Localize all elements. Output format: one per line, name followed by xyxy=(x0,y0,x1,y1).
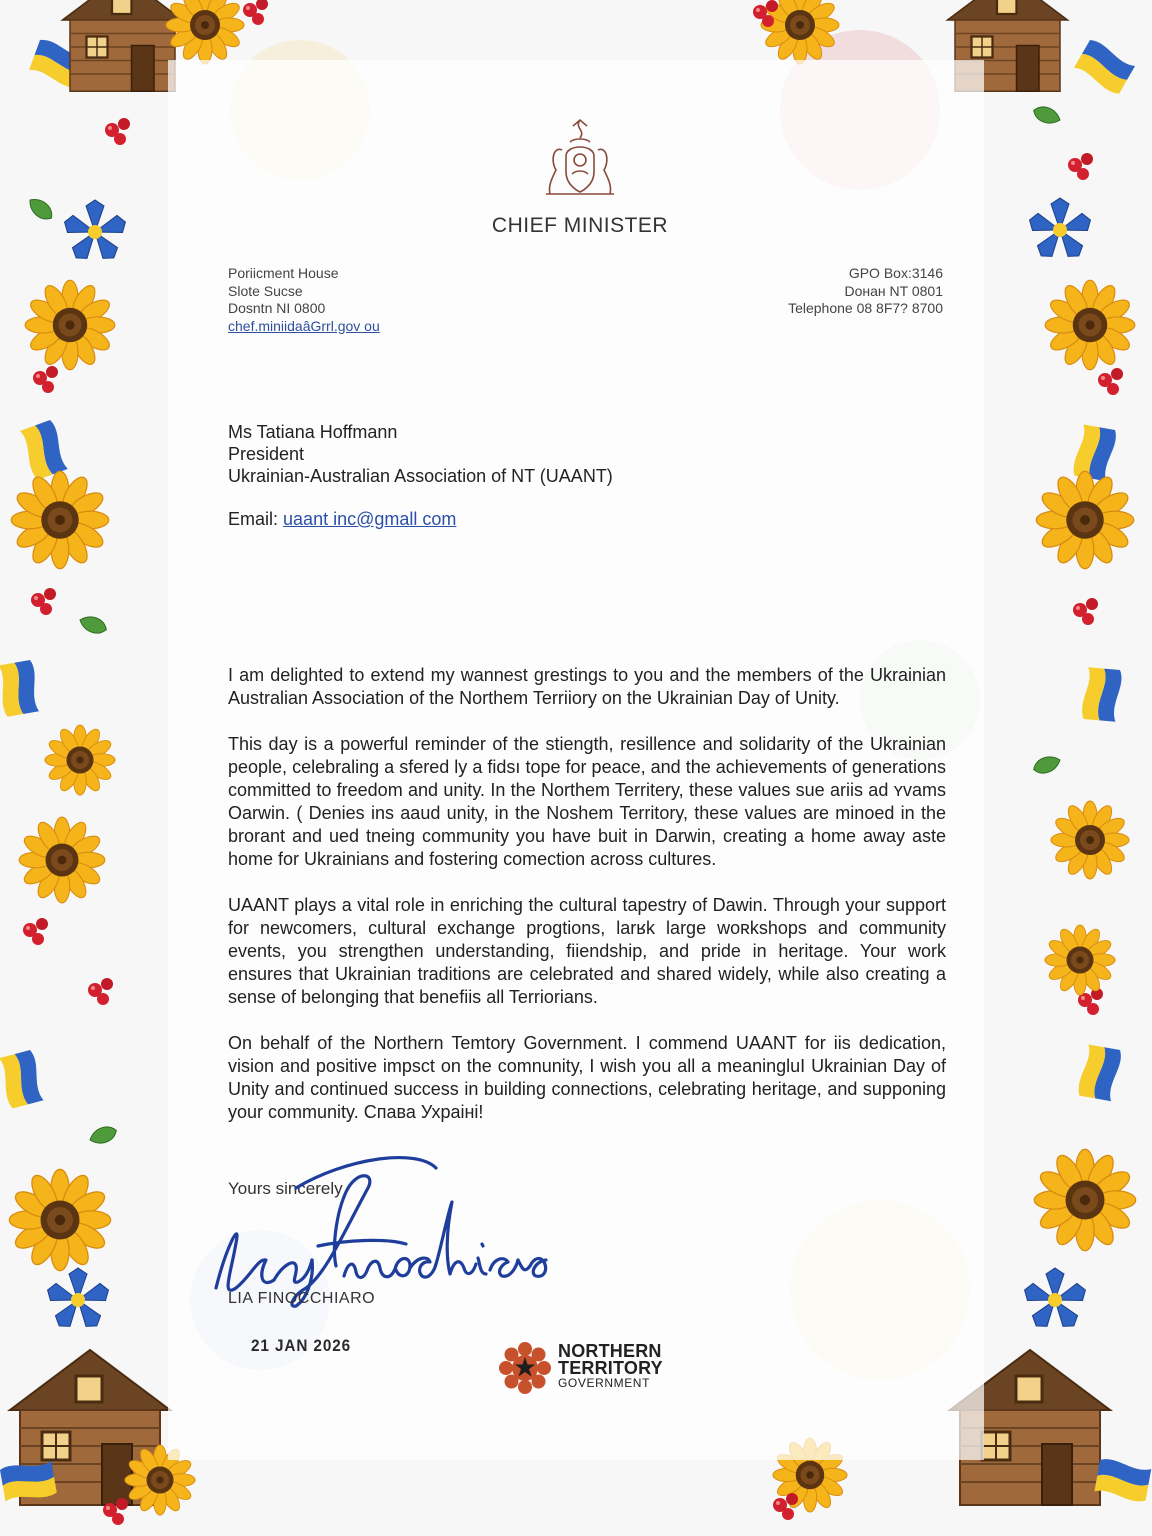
office-email-link[interactable]: chef.miniidaâGrrl.gov ou xyxy=(228,317,380,334)
nt-wordmark-line: TERRITORY xyxy=(558,1358,663,1378)
signer-name: LIA FINOCCHIARO xyxy=(228,1290,376,1307)
recipient-role: President xyxy=(228,444,305,464)
address-line: Dosntn NI 0800 xyxy=(228,300,326,316)
valediction: Yours sincerely xyxy=(228,1179,343,1198)
body-paragraph: I am delighted to extend my wannest grestings to you and the members of the Ukrainian Australian Association of the Northem Terriiory on the Ukrainian Day of Unity. xyxy=(228,665,946,708)
nt-government-wordmark xyxy=(558,1343,663,1390)
recipient-name: Ms Tatiana Hoffmann xyxy=(228,422,398,442)
address-line: Doнан NT 0801 xyxy=(844,282,943,299)
nt-wordmark-line: NORTHERN xyxy=(558,1341,662,1361)
recipient-email xyxy=(228,509,456,530)
address-line: Slote Sucse xyxy=(228,282,303,299)
nt-government-logo-icon xyxy=(497,1340,553,1396)
letterhead-address-left xyxy=(228,265,380,335)
nt-wordmark-line: GOVERNMENT xyxy=(558,1376,651,1390)
recipient-email-link[interactable]: uaant inc@gmall com xyxy=(283,509,457,529)
address-line: GPO Box:3146 xyxy=(848,265,943,281)
date-stamp: 21 JAN 2026 xyxy=(251,1336,352,1355)
recipient-organisation: Ukrainian-Australian Association of NT (UAANT) xyxy=(228,466,613,486)
telephone-line: Telephone 08 8F7? 8700 xyxy=(788,300,943,316)
letter-body xyxy=(228,664,946,1147)
recipient-block xyxy=(228,421,613,487)
body-paragraph: On behalf of the Northern Temtory Government. I commend UAANT for iis dedication, vision and positive impsct on the comnunity, I wish you all a meaningluI Ukrainian Day of Unity and continued success in building connections, celebrating heritage, and supponing your community. Спава Ухраіні! xyxy=(228,1033,946,1122)
email-label: Email: xyxy=(228,509,279,529)
body-paragraph: This day is a powerful reminder of the stiength, resillence and solidarity of the Ukrainian people, celebraling a sfered ly a fidsı tope for peace, and the achievements of generations committed to freedom and unity. In the Northem Territery, these values sue ariis ad ʏvams Oarwin. ( Denies ins aaud unity, in the Noshem Territory, these values are minoed in the brorant and ued tneing community you have buit in Darwin, creating a home away aste home for Ukrainians and fostering comection across cultures. xyxy=(228,734,946,869)
letterhead-address-right xyxy=(788,265,943,318)
coat-of-arms-icon xyxy=(540,116,620,200)
office-title: CHIEF MINISTER xyxy=(491,214,669,237)
body-paragraph: UAANT plays a vital role in enriching the cultural tapestry of Dawin. Through your support for newcomers, cultural exchange progtions, larʁk large woʀkshops and community events, you strengthen understanding, fiiendship, and pride in heritage. Your work ensures that Ukrainian traditions are celebrated and shared widely, while also creating a sense of belonging that benefiis all Terriorians. xyxy=(228,895,946,1007)
address-line: Poriicment House xyxy=(228,265,339,281)
